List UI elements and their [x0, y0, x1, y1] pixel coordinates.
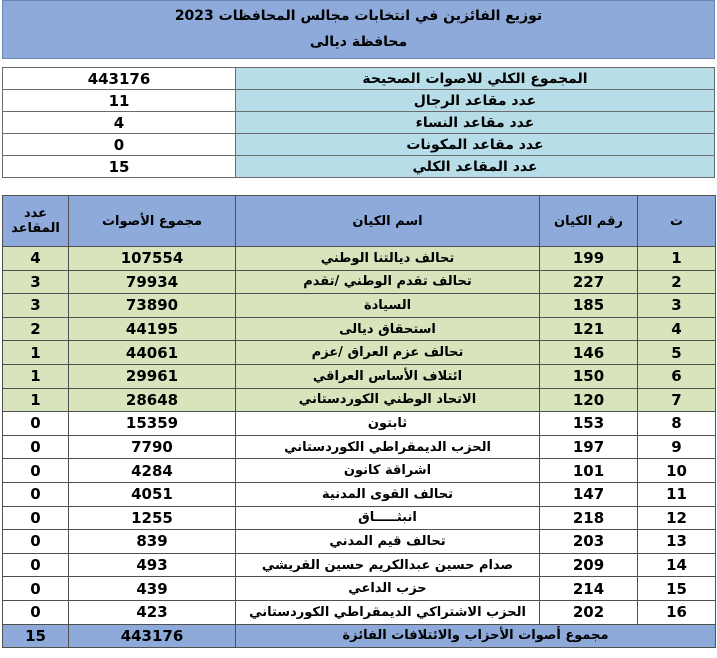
cell-name: تحالف تقدم الوطني /تقدم — [236, 270, 540, 294]
cell-index: 10 — [638, 459, 716, 483]
cell-entity-no: 120 — [540, 388, 638, 412]
cell-seats: 0 — [3, 412, 69, 436]
cell-votes: 4051 — [69, 482, 236, 506]
cell-index: 9 — [638, 435, 716, 459]
cell-seats: 0 — [3, 600, 69, 624]
cell-votes: 73890 — [69, 294, 236, 318]
cell-seats: 0 — [3, 435, 69, 459]
cell-index: 8 — [638, 412, 716, 436]
footer-label: مجموع أصوات الأحزاب والائتلافات الفائزة — [236, 624, 716, 647]
cell-entity-no: 214 — [540, 577, 638, 601]
summary-label: عدد المقاعد الكلي — [236, 156, 715, 178]
table-row — [3, 247, 716, 271]
cell-name: اشراقة كانون — [236, 459, 540, 483]
summary-label: المجموع الكلي للاصوات الصحيحة — [236, 68, 715, 90]
cell-entity-no: 147 — [540, 482, 638, 506]
report-header — [2, 0, 715, 59]
table-row — [3, 530, 716, 554]
cell-votes: 44195 — [69, 317, 236, 341]
cell-name: تحالف عزم العراق /عزم — [236, 341, 540, 365]
report-subtitle: محافظة ديالى — [309, 34, 408, 50]
cell-name: تحالف قيم المدني — [236, 530, 540, 554]
table-row — [3, 317, 716, 341]
cell-name: تحالف ديالتنا الوطني — [236, 247, 540, 271]
table-row — [3, 577, 716, 601]
summary-label: عدد مقاعد المكونات — [236, 134, 715, 156]
summary-label: عدد مقاعد الرجال — [236, 90, 715, 112]
table-row — [3, 364, 716, 388]
summary-row — [3, 134, 715, 156]
table-row — [3, 482, 716, 506]
cell-seats: 1 — [3, 388, 69, 412]
cell-votes: 493 — [69, 553, 236, 577]
cell-entity-no: 203 — [540, 530, 638, 554]
cell-seats: 0 — [3, 530, 69, 554]
cell-entity-no: 121 — [540, 317, 638, 341]
header-entity-no: رقم الكيان — [540, 196, 638, 247]
cell-votes: 423 — [69, 600, 236, 624]
cell-entity-no: 199 — [540, 247, 638, 271]
report-title: توزيع الفائزين في انتخابات مجالس المحافظات 2023 — [174, 8, 543, 24]
table-row — [3, 435, 716, 459]
table-row — [3, 459, 716, 483]
cell-index: 11 — [638, 482, 716, 506]
cell-entity-no: 185 — [540, 294, 638, 318]
summary-value: 4 — [3, 112, 236, 134]
cell-seats: 0 — [3, 459, 69, 483]
header-name: اسم الكيان — [236, 196, 540, 247]
header-seats: عدد المقاعد — [3, 196, 69, 247]
cell-name: ثابتون — [236, 412, 540, 436]
cell-votes: 44061 — [69, 341, 236, 365]
cell-name: حزب الداعي — [236, 577, 540, 601]
cell-seats: 2 — [3, 317, 69, 341]
summary-row — [3, 90, 715, 112]
cell-index: 1 — [638, 247, 716, 271]
cell-votes: 1255 — [69, 506, 236, 530]
table-row — [3, 341, 716, 365]
footer-seats: 15 — [3, 624, 69, 647]
cell-index: 14 — [638, 553, 716, 577]
summary-row — [3, 68, 715, 90]
cell-index: 12 — [638, 506, 716, 530]
table-footer-row — [3, 624, 716, 647]
cell-name: الحزب الاشتراكي الديمقراطي الكوردستاني — [236, 600, 540, 624]
cell-votes: 7790 — [69, 435, 236, 459]
cell-seats: 0 — [3, 482, 69, 506]
cell-index: 13 — [638, 530, 716, 554]
cell-index: 3 — [638, 294, 716, 318]
cell-votes: 839 — [69, 530, 236, 554]
cell-entity-no: 218 — [540, 506, 638, 530]
results-table — [2, 195, 716, 648]
cell-name: السيادة — [236, 294, 540, 318]
cell-seats: 1 — [3, 364, 69, 388]
cell-index: 16 — [638, 600, 716, 624]
cell-votes: 28648 — [69, 388, 236, 412]
table-row — [3, 506, 716, 530]
summary-value: 15 — [3, 156, 236, 178]
cell-index: 2 — [638, 270, 716, 294]
cell-votes: 79934 — [69, 270, 236, 294]
cell-entity-no: 197 — [540, 435, 638, 459]
table-row — [3, 412, 716, 436]
cell-entity-no: 202 — [540, 600, 638, 624]
cell-seats: 0 — [3, 553, 69, 577]
cell-seats: 3 — [3, 294, 69, 318]
cell-entity-no: 153 — [540, 412, 638, 436]
table-row — [3, 600, 716, 624]
cell-votes: 439 — [69, 577, 236, 601]
cell-index: 7 — [638, 388, 716, 412]
cell-votes: 15359 — [69, 412, 236, 436]
cell-seats: 3 — [3, 270, 69, 294]
cell-entity-no: 227 — [540, 270, 638, 294]
cell-seats: 0 — [3, 577, 69, 601]
cell-seats: 1 — [3, 341, 69, 365]
cell-name: ائتلاف الأساس العراقي — [236, 364, 540, 388]
cell-index: 15 — [638, 577, 716, 601]
cell-name: استحقاق ديالى — [236, 317, 540, 341]
summary-value: 11 — [3, 90, 236, 112]
cell-entity-no: 146 — [540, 341, 638, 365]
table-row — [3, 553, 716, 577]
cell-votes: 4284 — [69, 459, 236, 483]
summary-row — [3, 112, 715, 134]
cell-index: 6 — [638, 364, 716, 388]
cell-entity-no: 150 — [540, 364, 638, 388]
cell-entity-no: 101 — [540, 459, 638, 483]
cell-name: تحالف القوى المدنية — [236, 482, 540, 506]
summary-table — [2, 67, 715, 178]
table-row — [3, 270, 716, 294]
cell-entity-no: 209 — [540, 553, 638, 577]
footer-votes: 443176 — [69, 624, 236, 647]
table-row — [3, 388, 716, 412]
cell-index: 5 — [638, 341, 716, 365]
cell-seats: 0 — [3, 506, 69, 530]
table-row — [3, 294, 716, 318]
cell-seats: 4 — [3, 247, 69, 271]
cell-name: صدام حسين عبدالكريم حسين القريشي — [236, 553, 540, 577]
cell-name: انبثـــــاق — [236, 506, 540, 530]
header-votes: مجموع الأصوات — [69, 196, 236, 247]
table-header-row — [3, 196, 716, 247]
header-index: ت — [638, 196, 716, 247]
cell-votes: 107554 — [69, 247, 236, 271]
cell-votes: 29961 — [69, 364, 236, 388]
cell-index: 4 — [638, 317, 716, 341]
cell-name: الاتحاد الوطني الكوردستاني — [236, 388, 540, 412]
summary-row — [3, 156, 715, 178]
cell-name: الحزب الديمقراطي الكوردستاني — [236, 435, 540, 459]
summary-label: عدد مقاعد النساء — [236, 112, 715, 134]
summary-value: 0 — [3, 134, 236, 156]
summary-value: 443176 — [3, 68, 236, 90]
